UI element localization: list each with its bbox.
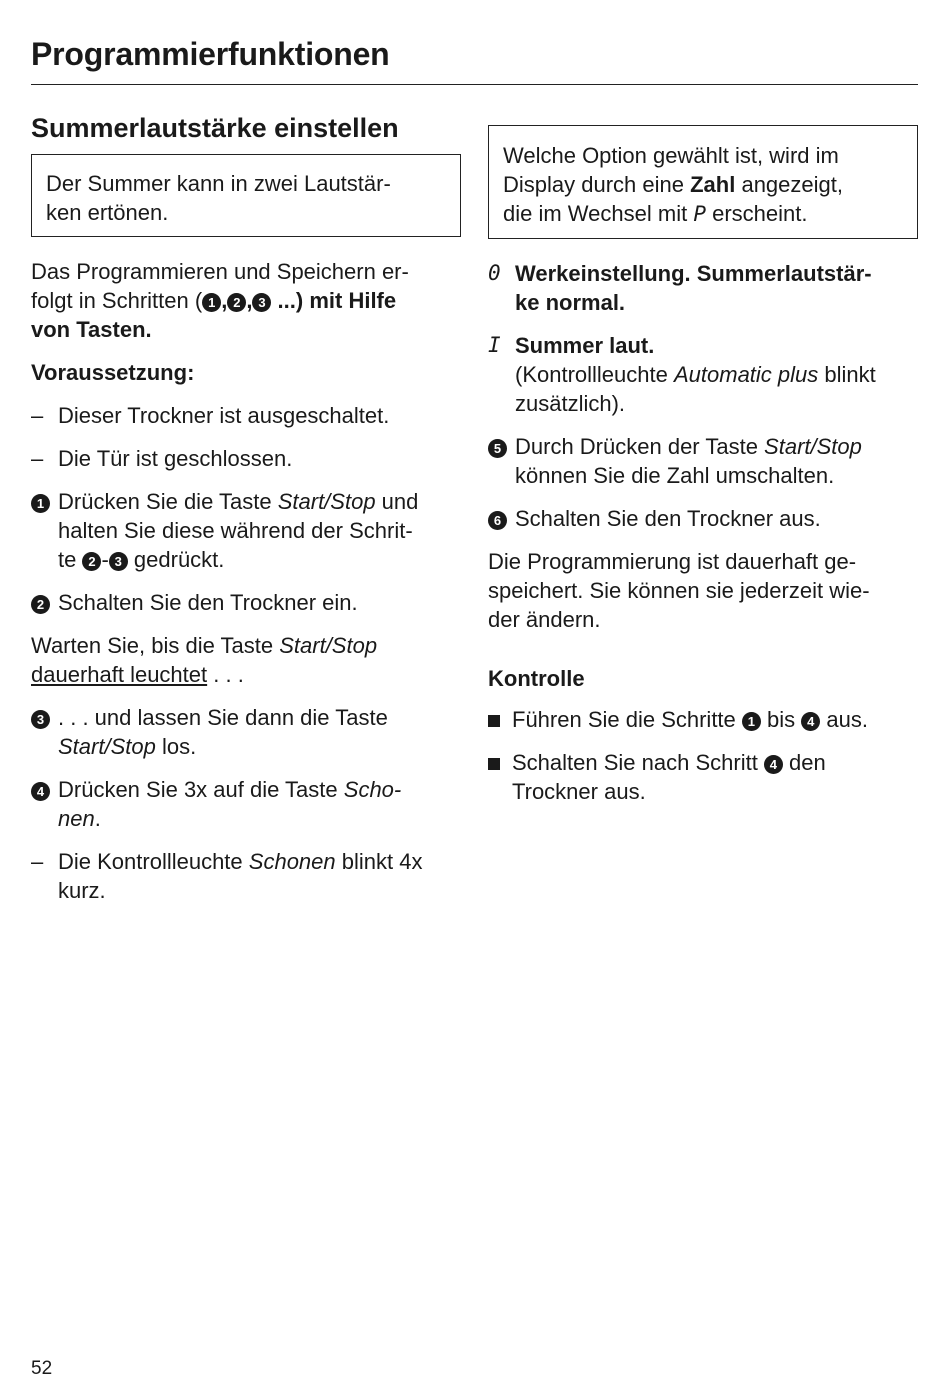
control-text: aus. bbox=[820, 707, 868, 732]
left-column bbox=[31, 110, 461, 919]
key-name: Scho- nen bbox=[58, 777, 402, 831]
step-text: Schalten Sie den Trockner ein. bbox=[58, 590, 358, 615]
control-text: Schalten Sie nach Schritt bbox=[512, 750, 764, 775]
result-item bbox=[31, 847, 461, 905]
step-text: Drücken Sie 3x auf die Taste bbox=[58, 777, 344, 802]
step-1 bbox=[31, 487, 461, 574]
prerequisite-item bbox=[31, 401, 461, 430]
underlined-text: dauerhaft leuchtet bbox=[31, 662, 208, 687]
step-number-badge: 6 bbox=[488, 511, 507, 530]
option-note: blinkt zusätzlich). bbox=[515, 362, 876, 416]
key-name: Schonen bbox=[248, 849, 336, 874]
step-text: Drücken Sie die Taste bbox=[58, 489, 278, 514]
range-separator: - bbox=[101, 547, 109, 572]
step-5 bbox=[488, 432, 918, 490]
info-box-bold: Zahl bbox=[690, 172, 736, 197]
display-symbol-p: P bbox=[693, 202, 706, 226]
wait-text: . . . bbox=[207, 662, 244, 687]
step-number-badge: 1 bbox=[202, 293, 221, 312]
step-4 bbox=[31, 775, 461, 833]
step-text: können Sie die Zahl umschalten. bbox=[515, 463, 835, 488]
square-bullet-icon bbox=[488, 758, 500, 770]
page-title: Programmierfunktionen bbox=[31, 36, 390, 72]
step-3 bbox=[31, 703, 461, 761]
dash-bullet: – bbox=[31, 849, 44, 874]
intro-text: Das Programmieren und Speichern er- folgt in Schritten ( bbox=[31, 259, 409, 313]
step-text: Durch Drücken der Taste bbox=[515, 434, 765, 459]
step-number-badge: 4 bbox=[801, 712, 820, 731]
control-item bbox=[488, 748, 918, 806]
info-box-text: Der Summer kann in zwei Lautstär- ken ertönen. bbox=[46, 171, 391, 225]
control-text: bis bbox=[760, 707, 802, 732]
step-text: und halten Sie diese während der Schrit- te bbox=[58, 489, 419, 572]
info-box-text: Welche Option gewählt ist, wird im Display durch eine bbox=[503, 143, 839, 197]
step-number-badge: 2 bbox=[227, 293, 246, 312]
option-note: (Kontrollleuchte bbox=[515, 362, 674, 387]
key-name: Start/Stop bbox=[764, 434, 862, 459]
step-6 bbox=[488, 504, 918, 533]
info-box bbox=[31, 154, 461, 237]
option-1 bbox=[488, 331, 918, 418]
prerequisite-text: Dieser Trockner ist ausgeschaltet. bbox=[58, 403, 390, 428]
step-number-badge: 4 bbox=[764, 755, 783, 774]
info-box-text: angezeigt, die im Wechsel mit bbox=[503, 172, 843, 226]
step-text: . . . und lassen Sie dann die Taste bbox=[58, 705, 388, 730]
wait-text: Warten Sie, bis die Taste bbox=[31, 633, 280, 658]
step-number-badge: 3 bbox=[252, 293, 271, 312]
right-column bbox=[488, 125, 918, 820]
step-number-badge: 3 bbox=[109, 552, 128, 571]
step-number-badge: 2 bbox=[82, 552, 101, 571]
option-title: Summer laut. bbox=[515, 333, 655, 358]
step-number-badge: 4 bbox=[31, 782, 50, 801]
step-number-badge: 3 bbox=[31, 710, 50, 729]
step-text: gedrückt. bbox=[127, 547, 225, 572]
control-item bbox=[488, 705, 918, 734]
square-bullet-icon bbox=[488, 715, 500, 727]
control-text: Führen Sie die Schritte bbox=[512, 707, 742, 732]
page-number: 52 bbox=[31, 1358, 53, 1379]
step-number-badge: 1 bbox=[31, 494, 50, 513]
info-box bbox=[488, 125, 918, 239]
step-2 bbox=[31, 588, 461, 617]
intro-bold-text: ...) mit Hilfe von Tasten. bbox=[31, 288, 397, 342]
info-box-text: erscheint. bbox=[705, 201, 808, 226]
dash-bullet: – bbox=[31, 403, 44, 428]
key-name: Start/Stop bbox=[58, 734, 156, 759]
prerequisite-item bbox=[31, 444, 461, 473]
step-text: Schalten Sie den Trockner aus. bbox=[515, 506, 821, 531]
prerequisite-heading: Voraussetzung: bbox=[31, 360, 195, 385]
wait-paragraph bbox=[31, 631, 461, 689]
step-text: los. bbox=[155, 734, 197, 759]
result-text: Die Kontrollleuchte bbox=[58, 849, 249, 874]
control-heading: Kontrolle bbox=[488, 666, 585, 691]
step-number-badge: 2 bbox=[31, 595, 50, 614]
key-name: Start/Stop bbox=[279, 633, 378, 658]
option-text: Werkeinstellung. Summerlautstär- ke normal. bbox=[515, 261, 872, 315]
step-number-badge: 5 bbox=[488, 439, 507, 458]
prerequisite-text: Die Tür ist geschlossen. bbox=[58, 446, 293, 471]
dash-bullet: – bbox=[31, 446, 44, 471]
step-number-badge: 1 bbox=[742, 712, 761, 731]
title-divider bbox=[31, 84, 918, 85]
step-text: . bbox=[94, 806, 101, 831]
control-text: den Trockner aus. bbox=[512, 750, 826, 804]
key-name: Start/Stop bbox=[277, 489, 376, 514]
display-symbol-0: 0 bbox=[488, 261, 501, 285]
display-symbol-1: I bbox=[488, 333, 501, 357]
section-title: Summerlautstärke einstellen bbox=[31, 113, 399, 143]
key-name: Automatic plus bbox=[673, 362, 819, 387]
option-0 bbox=[488, 259, 918, 317]
intro-paragraph: Das Programmieren und Speichern er- folgt in Schritten ( 1 , 2 , 3 ...) mit Hilfe von Tasten. bbox=[31, 259, 409, 342]
saved-paragraph: Die Programmierung ist dauerhaft ge- speichert. Sie können sie jederzeit wie- der ändern. bbox=[488, 549, 870, 632]
result-text: blinkt 4x kurz. bbox=[58, 849, 423, 903]
